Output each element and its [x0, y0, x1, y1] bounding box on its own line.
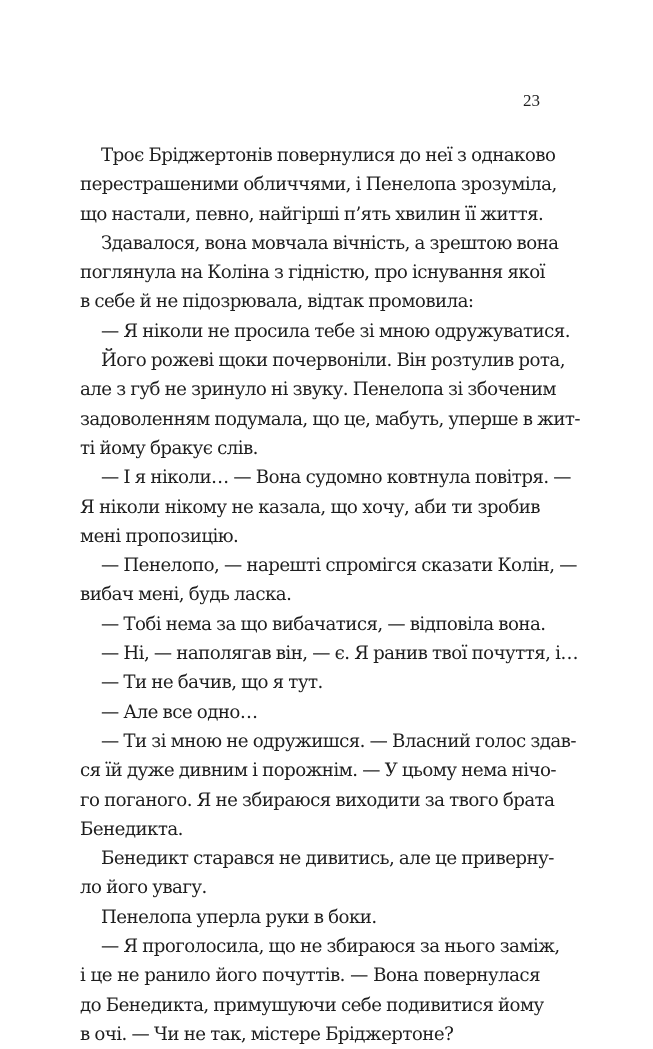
text-line: го поганого. Я не збираюся виходити за твого брата [80, 789, 555, 811]
text-line: — Я ніколи не просила тебе зі мною одружуватися. [101, 320, 570, 342]
text-line: вибач мені, будь ласка. [80, 584, 292, 606]
text-line: Його рожеві щоки почервоніли. Він розтулив рота, [101, 350, 565, 372]
text-line: в очі. — Чи не так, містере Бріджертоне? [80, 1023, 454, 1045]
text-line: — Пенелопо, — нарешті спромігся сказати Колін, — [101, 555, 577, 577]
page-number: 23 [523, 91, 540, 110]
text-line: Пенелопа уперла руки в боки. [101, 906, 377, 928]
text-line: ті йому бракує слів. [80, 437, 258, 459]
text-line: задоволенням подумала, що це, мабуть, уперше в жит- [80, 408, 581, 430]
text-line: ся їй дуже дивним і порожнім. — У цьому нема нічо- [80, 760, 556, 782]
text-line: поглянула на Коліна з гідністю, про існування якої [80, 262, 545, 284]
text-line: — Ні, — наполягав він, — є. Я ранив твої почуття, і… [101, 643, 579, 665]
text-line: Бенедикта. [80, 818, 183, 840]
text-line: в себе й не підозрювала, відтак промовила: [80, 291, 474, 313]
text-line: до Бенедикта, примушуючи себе подивитися йому [80, 994, 544, 1016]
text-line: Троє Бріджертонів повернулися до неї з однаково [101, 145, 556, 166]
text-line: перестрашеними обличчями, і Пенелопа зрозуміла, [80, 174, 557, 196]
text-line: — Ти зі мною не одружишся. — Власний голос здав- [101, 730, 576, 752]
text-line: — Ти не бачив, що я тут. [101, 672, 323, 694]
text-line: і це не ранило його почуттів. — Вона повернулася [80, 965, 540, 987]
text-line: Я ніколи нікому не казала, що хочу, аби ти зробив [80, 496, 540, 518]
text-line: ло його увагу. [80, 877, 207, 899]
text-line: Здавалося, вона мовчала вічність, а зрештою вона [101, 232, 559, 254]
text-line: — Я проголосила, що не збираюся за нього заміж, [101, 936, 560, 958]
text-line: — Але все одно… [101, 701, 258, 723]
text-line: що настали, певно, найгірші п’ять хвилин її життя. [80, 203, 544, 225]
text-line: Бенедикт старався не дивитись, але це приверну- [101, 848, 554, 870]
text-line: мені пропозицію. [80, 525, 239, 547]
text-line: але з губ не зринуло ні звуку. Пенелопа зі збоченим [80, 379, 556, 401]
body-text [80, 141, 581, 1049]
text-line: — І я ніколи… — Вона судомно ковтнула повітря. — [101, 467, 571, 489]
text-line: — Тобі нема за що вибачатися, — відповіла вона. [101, 613, 546, 635]
